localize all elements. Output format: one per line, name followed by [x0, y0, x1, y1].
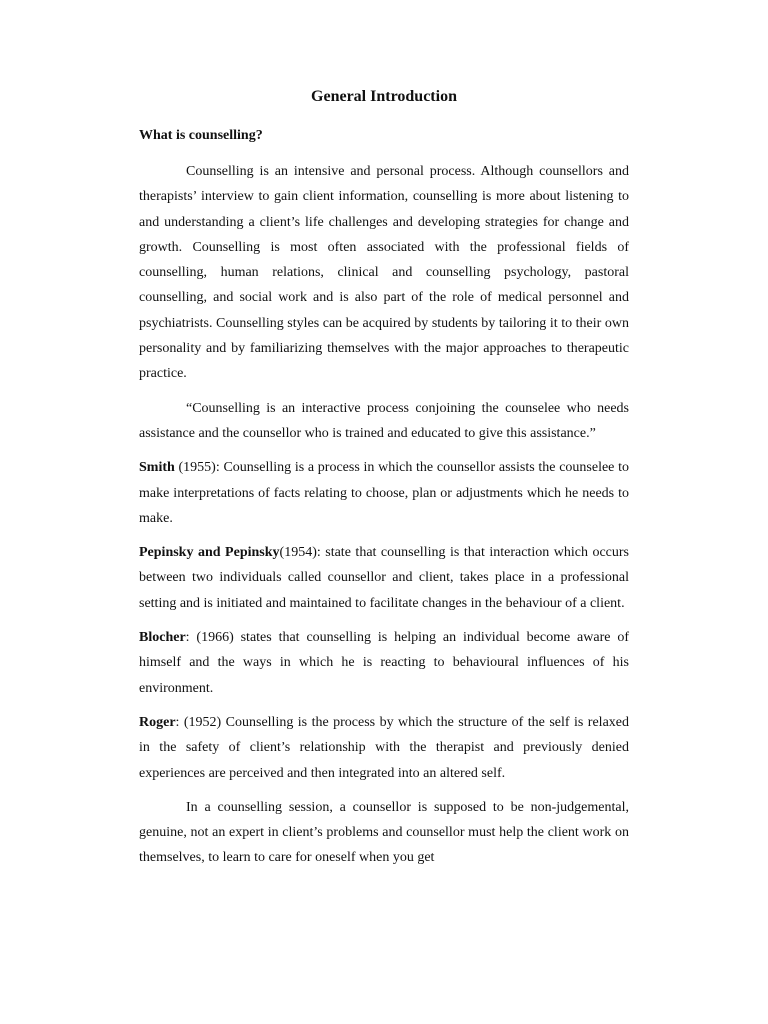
- page-title: General Introduction: [311, 88, 457, 105]
- author-name-blocher: Blocher: [139, 630, 186, 646]
- paragraph-session: In a counselling session, a counsellor is supposed to be non-judgemental, genuine, not an expert in client’s problems and counsellor must help the client work on themselves, to learn to care for oneself when you get: [139, 799, 629, 866]
- paragraph-pepinsky: [139, 540, 629, 616]
- definition-text-pepinsky: (1954): state that counselling is that interaction which occurs between two individuals called counsellor and client, takes place in a professional setting and is initiated and maintained to facilitate changes in the behaviour of a client.: [139, 545, 629, 611]
- paragraph-smith: [139, 455, 629, 531]
- author-name-pepinsky: Pepinsky and Pepinsky: [139, 545, 280, 561]
- definition-text-roger: : (1952) Counselling is the process by which the structure of the self is relaxed in the safety of client’s relationship with the therapist and previously denied experiences are perceived and then integrated into an altered self.: [139, 714, 629, 781]
- document-page: [139, 84, 629, 880]
- paragraph-roger: [139, 710, 629, 786]
- definition-text-blocher: : (1966) states that counselling is helping an individual become aware of himself and the ways in which he is reacting to behavioural influences of his environment.: [139, 630, 629, 696]
- paragraph-quote: “Counselling is an interactive process conjoining the counselee who needs assistance and the counsellor who is trained and educated to give this assistance.”: [139, 400, 629, 441]
- section-heading: What is counselling?: [139, 128, 263, 143]
- paragraph-blocher: [139, 625, 629, 701]
- author-name-roger: Roger: [139, 714, 176, 730]
- paragraph-intro: Counselling is an intensive and personal process. Although counsellors and therapists’ interview to gain client information, counselling is more about listening to and understanding a client’s life challenges and developing strategies for change and growth. Counselling is most often associated with the professional fields of counselling, human relations, clinical and counselling psychology, pastoral counselling, and social work and is also part of the role of medical personnel and psychiatrists. Counselling styles can be acquired by students by tailoring it to their own personality and by familiarizing themselves with the major approaches to therapeutic practice.: [139, 164, 629, 382]
- definition-text-smith: (1955): Counselling is a process in which the counsellor assists the counselee to make interpretations of facts relating to choose, plan or adjustments which he needs to make.: [139, 460, 629, 526]
- author-name-smith: Smith: [139, 460, 175, 476]
